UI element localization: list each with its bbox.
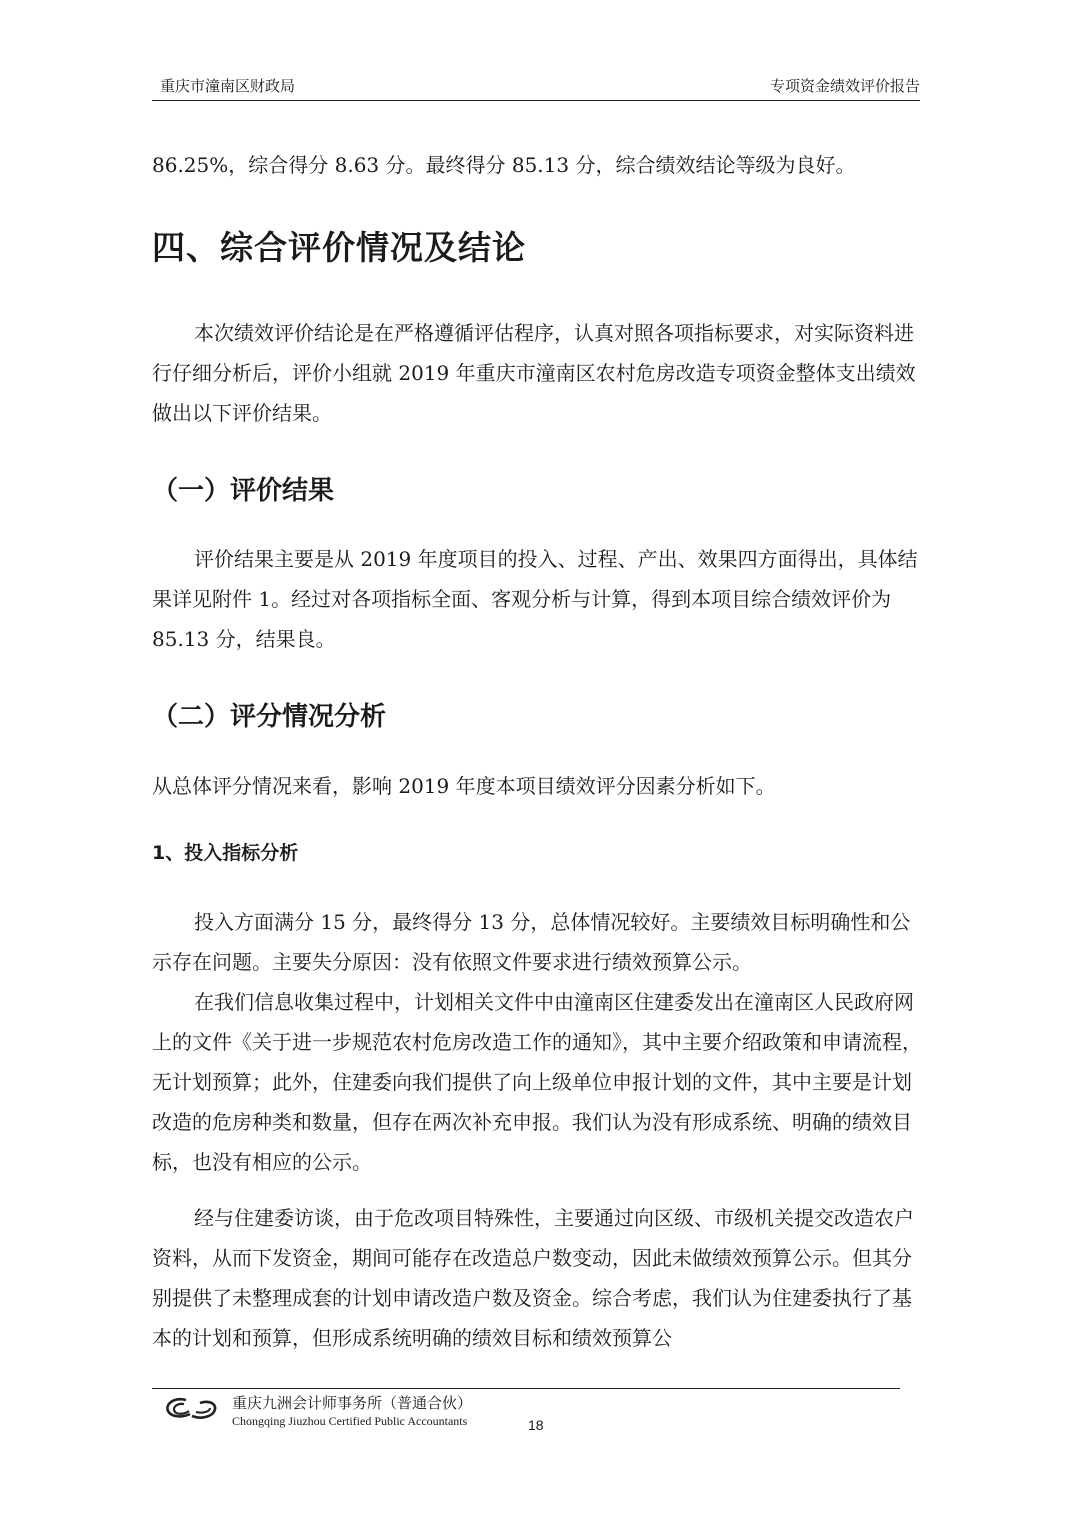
- footer-divider: [152, 1388, 900, 1389]
- input-paragraph-2: 在我们信息收集过程中，计划相关文件中由潼南区住建委发出在潼南区人民政府网上的文件《关于进一步规范农村危房改造工作的通知》，其中主要介绍政策和申请流程，无计划预算；此外，住建委向我们提供了向上级单位申报计划的文件，其中主要是计划改造的危房种类和数量，但存在两次补充申报。我们认为没有形成系统、明确的绩效目标，也没有相应的公示。: [152, 990, 922, 1174]
- footer-firm-name-en: Chongqing Jiuzhou Certified Public Accountants: [232, 1414, 468, 1428]
- analysis-paragraph: 从总体评分情况来看，影响 2019 年度本项目绩效评分因素分析如下。: [152, 774, 776, 798]
- intro-paragraph: 本次绩效评价结论是在严格遵循评估程序，认真对照各项指标要求，对实际资料进行仔细分析后，评价小组就 2019 年重庆市潼南区农村危房改造专项资金整体支出绩效做出以下评价结果。: [152, 321, 916, 425]
- page-header: [152, 74, 920, 101]
- header-left-text: 重庆市潼南区财政局: [160, 77, 296, 95]
- input-paragraph-1: 投入方面满分 15 分，最终得分 13 分，总体情况较好。主要绩效目标明确性和公示存在问题。主要失分原因：没有依照文件要求进行绩效预算公示。: [152, 910, 911, 974]
- item-title-input-indicators: 1、投入指标分析: [152, 842, 299, 864]
- input-paragraph-3: 经与住建委访谈，由于危改项目特殊性，主要通过向区级、市级机关提交改造农户资料，从而下发资金，期间可能存在改造总户数变动，因此未做绩效预算公示。但其分别提供了未整理成套的计划申请改造户数及资金。综合考虑，我们认为住建委执行了基本的计划和预算，但形成系统明确的绩效目标和绩效预算公: [152, 1206, 914, 1350]
- header-right-text: 专项资金绩效评价报告: [769, 77, 920, 95]
- firm-logo-icon: [162, 1394, 220, 1424]
- subsection-title-analysis: （二）评分情况分析: [152, 702, 387, 732]
- continued-paragraph: 86.25%，综合得分 8.63 分。最终得分 85.13 分，综合绩效结论等级为良好。: [152, 153, 856, 177]
- page-number: 18: [528, 1417, 544, 1433]
- section-title: 四、综合评价情况及结论: [152, 228, 526, 267]
- footer-firm-name-cn: 重庆九洲会计师事务所（普通合伙）: [232, 1394, 473, 1412]
- results-paragraph: 评价结果主要是从 2019 年度项目的投入、过程、产出、效果四方面得出，具体结果详见附件 1。经过对各项指标全面、客观分析与计算，得到本项目综合绩效评价为 85.13 分，结果良。: [152, 547, 918, 651]
- subsection-title-results: （一）评价结果: [152, 476, 335, 506]
